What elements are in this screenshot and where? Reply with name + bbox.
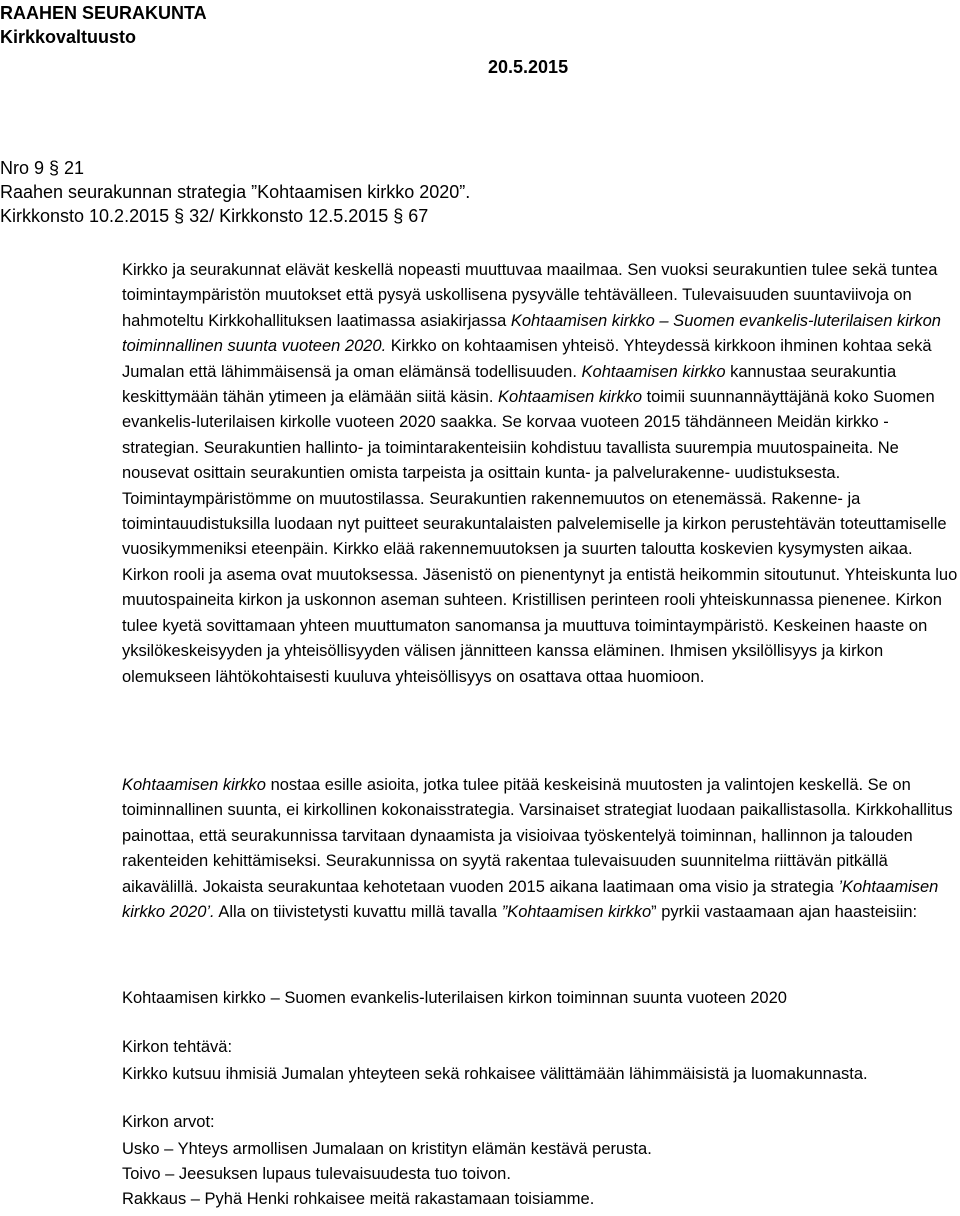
organization-name: RAAHEN SEURAKUNTA (0, 3, 207, 23)
values-heading: Kirkon arvot: (122, 1113, 215, 1131)
paragraph-text: ” pyrkii vastaamaan ajan haasteisiin: (651, 903, 918, 922)
meeting-date: 20.5.2015 (488, 57, 569, 77)
paragraph-background (122, 258, 958, 690)
document-title-italic: Kohtaamisen kirkko – Suomen evankelis-luterilaisen kirkon toiminnallinen suunta vuoteen 2020. (122, 311, 941, 356)
motto-line: Kohtaamisen kirkko – Suomen evankelis-luterilaisen kirkon toiminnan suunta vuoteen 2020 (122, 989, 787, 1007)
value-item: Usko – Yhteys armollisen Jumalaan on kristityn elämän kestävä perusta. (122, 1140, 652, 1158)
paragraph-text: Kirkko ja seurakunnat elävät keskellä nopeasti muuttuvaa maailmaa. Sen vuoksi seurakuntien tulee sekä tuntea toimintaympäristön muutokset että pysyä uskollisena pysyvälle tehtävälleen. Tulevaisuuden suuntaviivoja on hahmoteltu Kirkkohallituksen laatimassa asiakirjassa (122, 261, 938, 330)
document-title-italic: ’Kohtaamisen kirkko 2020’. (122, 877, 939, 922)
document-title-italic: Kohtaamisen kirkko (581, 362, 726, 381)
document-title-italic: Kohtaamisen kirkko (122, 776, 266, 794)
paragraph-text: Alla on tiivistetysti kuvattu millä tavalla (214, 903, 502, 922)
paragraph-strategy (122, 773, 958, 925)
item-title: Raahen seurakunnan strategia ”Kohtaamisen kirkko 2020”. (0, 182, 471, 202)
paragraph-text: nostaa esille asioita, jotka tulee pitää keskeisinä muutosten ja valintojen keskellä. Se on toiminnallinen suunta, ei kirkollinen kokonaisstrategia. Varsinaiset strategiat luodaan paikallistasolla. Kirkkohallitus painottaa, että seurakunnissa tarvitaan dynaamista ja visioivaa työskentelyä toiminnan, hallinnon ja talouden rakenteiden kehittämiseksi. Seurakunnissa on syytä rakentaa tulevaisuuden suunnitelma riittävän pitkällä aikavälillä. Jokaista seurakuntaa kehotetaan vuoden 2015 aikana laatimaan oma visio ja strategia (122, 776, 953, 896)
mission-heading: Kirkon tehtävä: (122, 1038, 233, 1056)
item-number: Nro 9 § 21 (0, 158, 85, 178)
paragraph-text: toimii suunnannäyttäjänä koko Suomen evankelis-luterilaisen kirkolle vuoteen 2020 saakka. Se korvaa vuoteen 2015 tähdänneen Meidän kirkko -strategian. Seurakuntien hallinto- ja toimintarakenteisiin kohdistuu tavallista suurempia muutospaineita. Ne nousevat osittain seurakuntien omista tarpeista ja osittain kunta- ja palvelurakenne- uudistuksesta. Toimintaympäristömme on muutostilassa. Seurakuntien rakennemuutos on etenemässä. Rakenne- ja toimintauudistuksilla luodaan nyt puitteet seurakuntalaisten palvelemiselle ja kirkon perustehtävän toteuttamiselle vuosikymmeniksi eteenpäin. Kirkko elää rakennemuutoksen ja suurten taloutta koskevien kysymysten aikaa. Kirkon rooli ja asema ovat muutoksessa. Jäsenistö on pienentynyt ja entistä heikommin sitoutunut. Yhteiskunta luo muutospaineita kirkon ja uskonnon aseman suhteen. Kristillisen perinteen rooli yhteiskunnassa pienenee. Kirkon tulee kyetä sovittamaan yhteen muuttumaton sanomansa ja muuttuva toimintaympäristö. Keskeinen haaste on yksilökeskeisyyden ja yhteisöllisyyden välisen jännitteen kanssa eläminen. Ihmisen yksilöllisyys ja kirkon olemukseen lähtökohtaisesti kuuluva yhteisöllisyys on osattava ottaa huomioon. (122, 388, 958, 686)
paragraph-text: kannustaa seurakuntia keskittymään tähän ytimeen ja elämään siitä käsin. (122, 362, 897, 407)
value-item: Rakkaus – Pyhä Henki rohkaisee meitä rakastamaan toisiamme. (122, 1190, 595, 1208)
previous-handling: Kirkkonsto 10.2.2015 § 32/ Kirkkonsto 12.5.2015 § 67 (0, 206, 429, 226)
value-item: Toivo – Jeesuksen lupaus tulevaisuudesta tuo toivon. (122, 1165, 511, 1183)
document-title-italic: ”Kohtaamisen kirkko (501, 903, 652, 922)
governing-body: Kirkkovaltuusto (0, 27, 137, 47)
mission-text: Kirkko kutsuu ihmisiä Jumalan yhteyteen sekä rohkaisee välittämään lähimmäisistä ja luomakunnasta. (122, 1065, 868, 1083)
document-title-italic: Kohtaamisen kirkko (498, 388, 643, 407)
paragraph-text: Kirkko on kohtaamisen yhteisö. Yhteydessä kirkkoon ihminen kohtaa sekä Jumalan että lähimmäisensä ja oman elämänsä todellisuuden. (122, 337, 932, 381)
